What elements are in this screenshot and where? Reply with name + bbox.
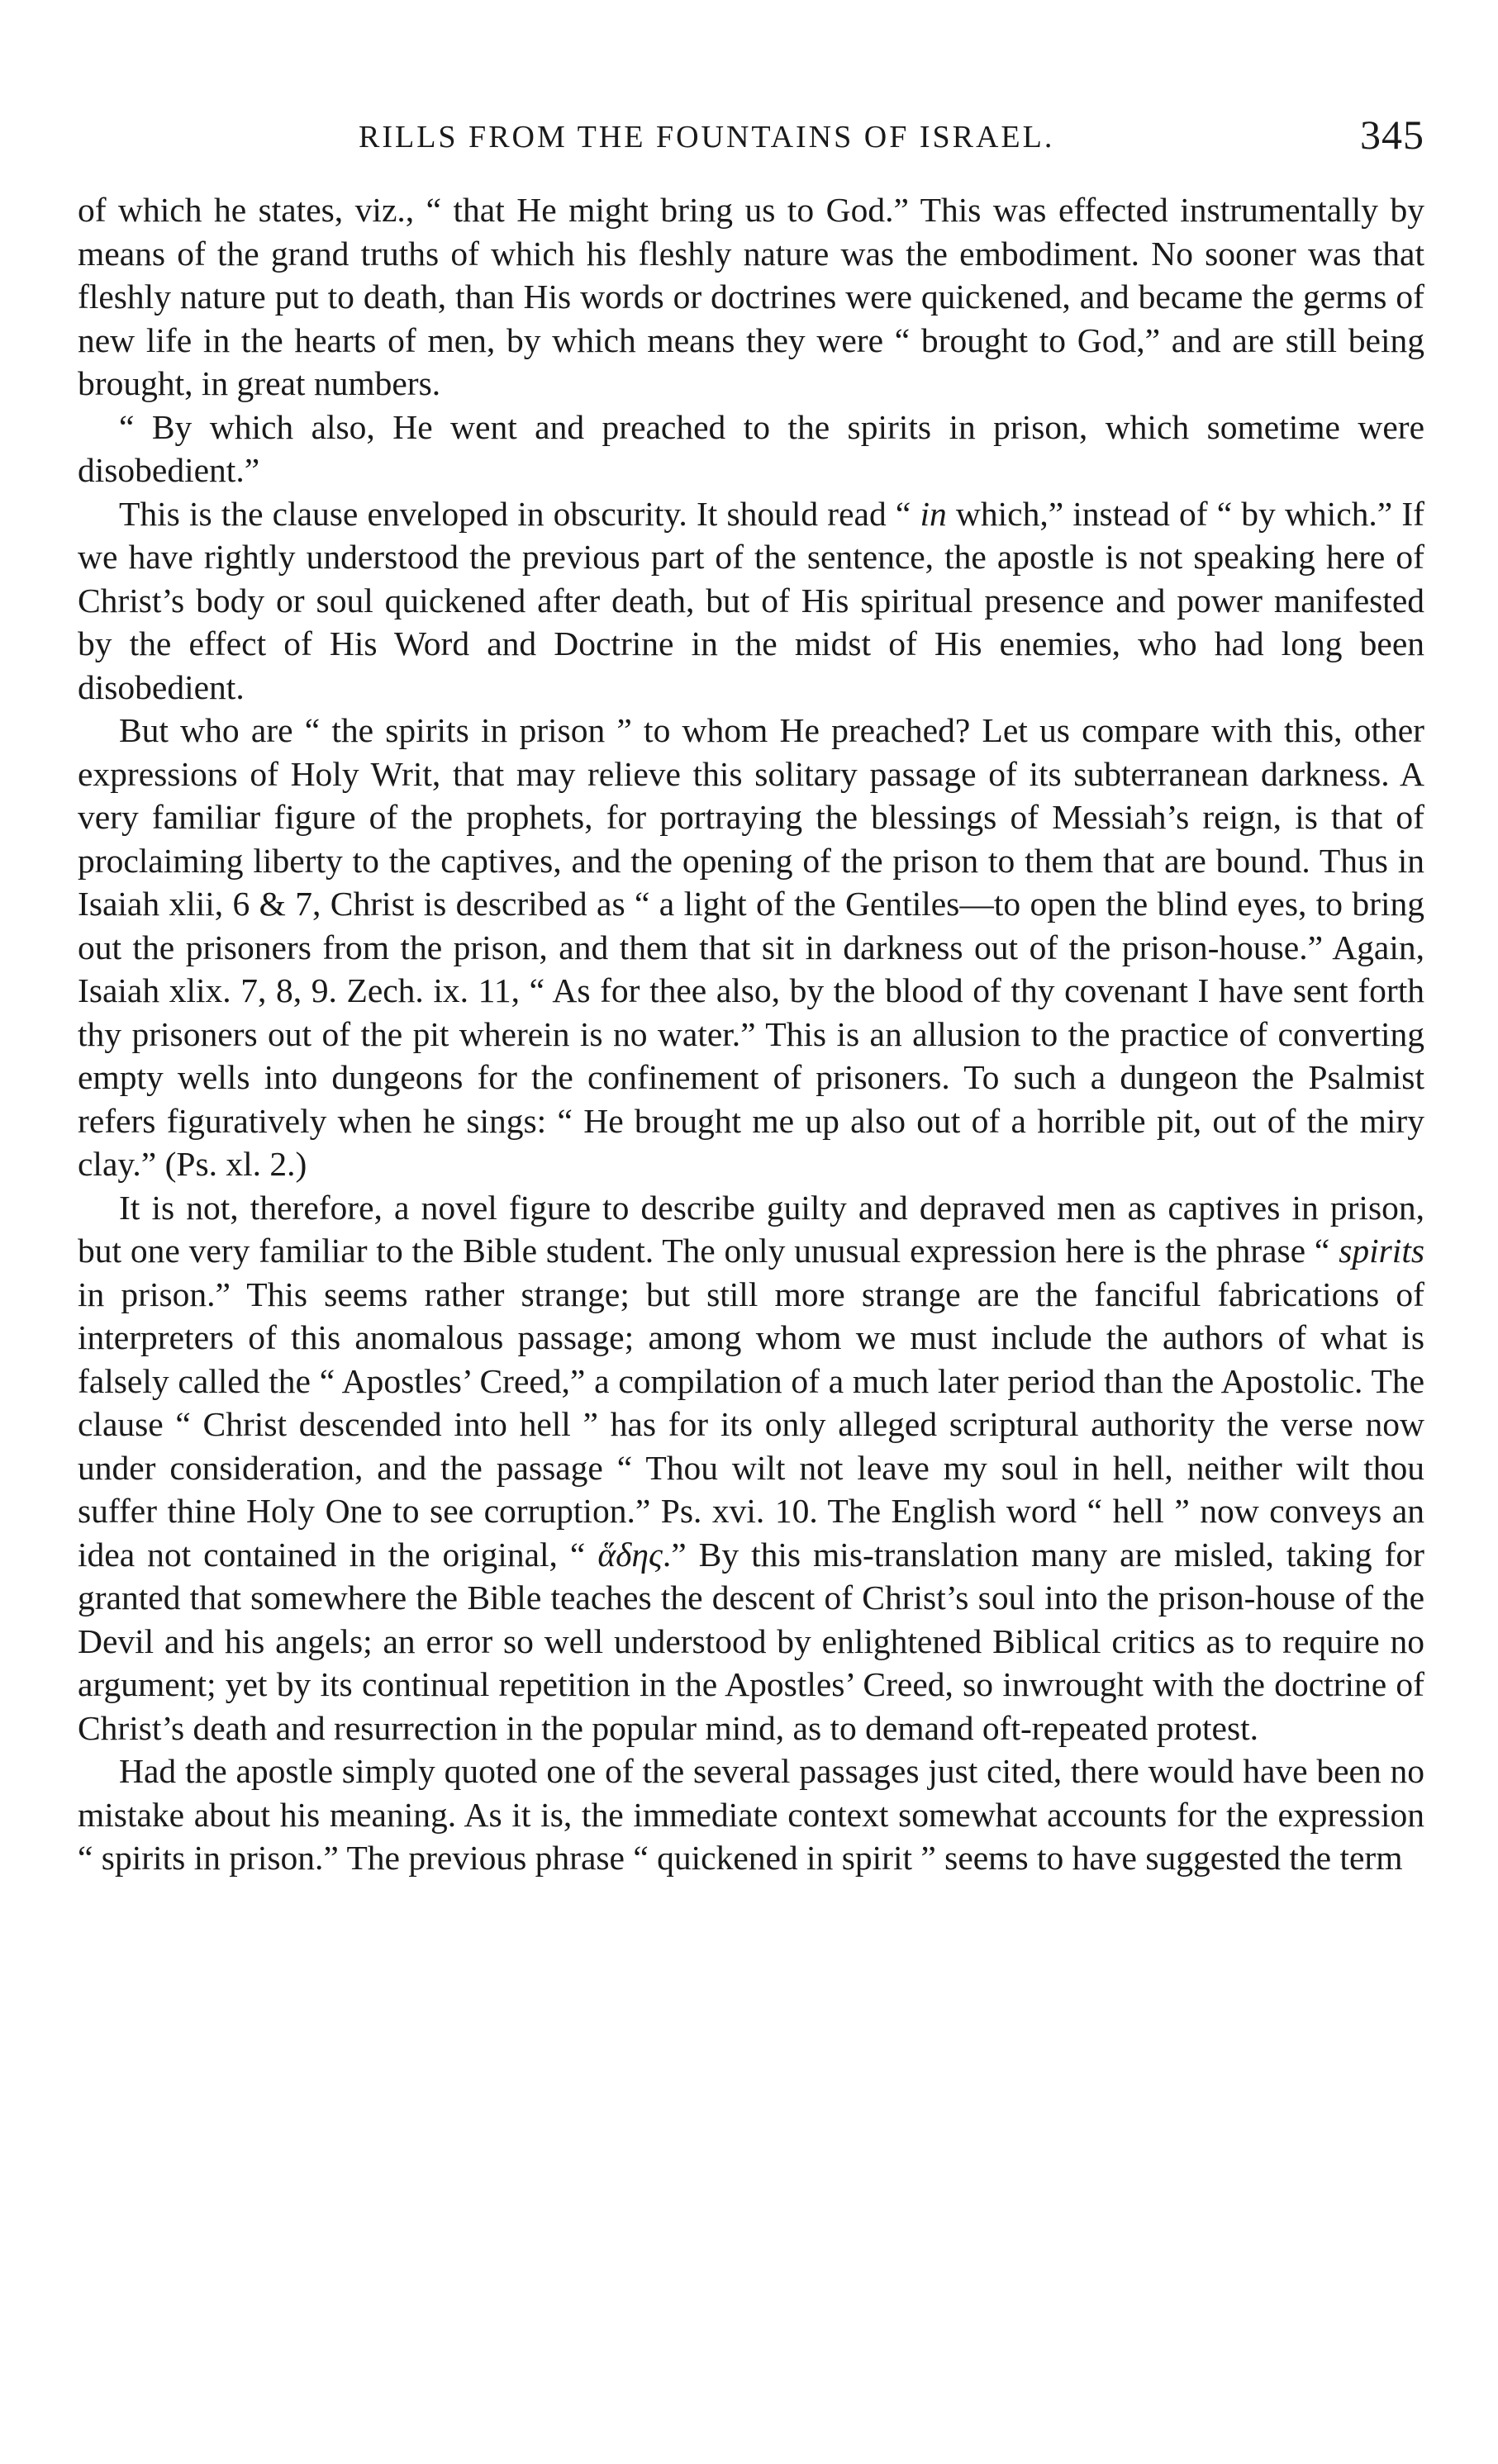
text-run: It is not, therefore, a novel figure to describe guilty and depraved men as captives in prison, but one very familiar to the Bible student. The only unusual expression here is the phrase “ (78, 1188, 1424, 1270)
book-page (78, 107, 1424, 1880)
paragraph (78, 709, 1424, 1186)
text-run: .” By this mis-translation many are misled, taking for granted that somewhere the Bible teaches the descent of Christ’s soul into the prison-house of the Devil and his angels; an error so well understood by enlightened Biblical critics as to require no argument; yet by its continual repetition in the Apostles’ Creed, so inwrought with the doctrine of Christ’s death and resurrection in the popular mind, as to demand oft-repeated protest. (78, 1535, 1424, 1747)
text-run: “ By which also, He went and preached to the spirits in prison, which sometime were disobedient.” (78, 407, 1424, 489)
text-run: of which he states, viz., “ that He might bring us to God.” This was effected instrumentally by means of the grand truths of which his fleshly nature was the embodiment. No sooner was that fleshly nature put to death, than His words or doctrines were quickened, and became the germs of new life in the hearts of men, by which means they were “ brought to God,” and are still being brought, in great numbers. (78, 191, 1424, 402)
paragraph (78, 1186, 1424, 1750)
text-run: Had the apostle simply quoted one of the several passages just cited, there would have been no mistake about his meaning. As it is, the immediate context somewhat accounts for the expression “ spirits in prison.” The previous phrase “ quickened in spirit ” seems to have suggested the term (78, 1752, 1424, 1877)
text-run: This is the clause enveloped in obscurity. It should read “ (119, 494, 920, 533)
running-title: RILLS FROM THE FOUNTAINS OF ISRAEL. (359, 120, 1055, 154)
body-text (78, 188, 1424, 1880)
paragraph (78, 1749, 1424, 1880)
text-run: which,” instead of “ by which.” If we have rightly understood the previous part of the sentence, the apostle is not speaking here of Christ’s body or soul quickened after death, but of His spiritual presence and power manifested by the effect of His Word and Doctrine in the midst of His enemies, who had long been disobedient. (78, 494, 1424, 706)
paragraph (78, 492, 1424, 710)
running-head (78, 107, 1424, 173)
paragraph (78, 406, 1424, 492)
text-run: But who are “ the spirits in prison ” to whom He preached? Let us compare with this, other expressions of Holy Writ, that may relieve this solitary passage of its subterranean darkness. A very familiar figure of the prophets, for portraying the blessings of Messiah’s reign, is that of proclaiming liberty to the captives, and the opening of the prison to them that are bound. Thus in Isaiah xlii, 6 & 7, Christ is described as “ a light of the Gentiles—to open the blind eyes, to bring out the prisoners from the prison, and them that sit in darkness out of the prison-house.” Again, Isaiah xlix. 7, 8, 9. Zech. ix. 11, “ As for thee also, by the blood of thy covenant I have sent forth thy prisoners out of the pit wherein is no water.” This is an allusion to the practice of converting empty wells into dungeons for the confinement of prisoners. To such a dungeon the Psalmist refers figuratively when he sings: “ He brought me up also out of a horrible pit, out of the miry clay.” (Ps. xl. 2.) (78, 711, 1424, 1183)
italic-text: in (920, 494, 947, 533)
paragraph (78, 188, 1424, 406)
italic-text: spirits (1339, 1232, 1424, 1270)
text-run: in prison.” This seems rather strange; but still more strange are the fanciful fabrications of interpreters of this anomalous passage; among whom we must include the authors of what is falsely called the “ Apostles’ Creed,” a compilation of a much later period than the Apostolic. The clause “ Christ descended into hell ” has for its only alleged scriptural authority the verse now under consideration, and the passage “ Thou wilt not leave my soul in hell, neither wilt thou suffer thine Holy One to see corruption.” Ps. xvi. 10. The English word “ hell ” now conveys an idea not contained in the original, “ (78, 1275, 1424, 1574)
page-number: 345 (1360, 112, 1424, 158)
italic-text: ἅδης (597, 1535, 663, 1574)
